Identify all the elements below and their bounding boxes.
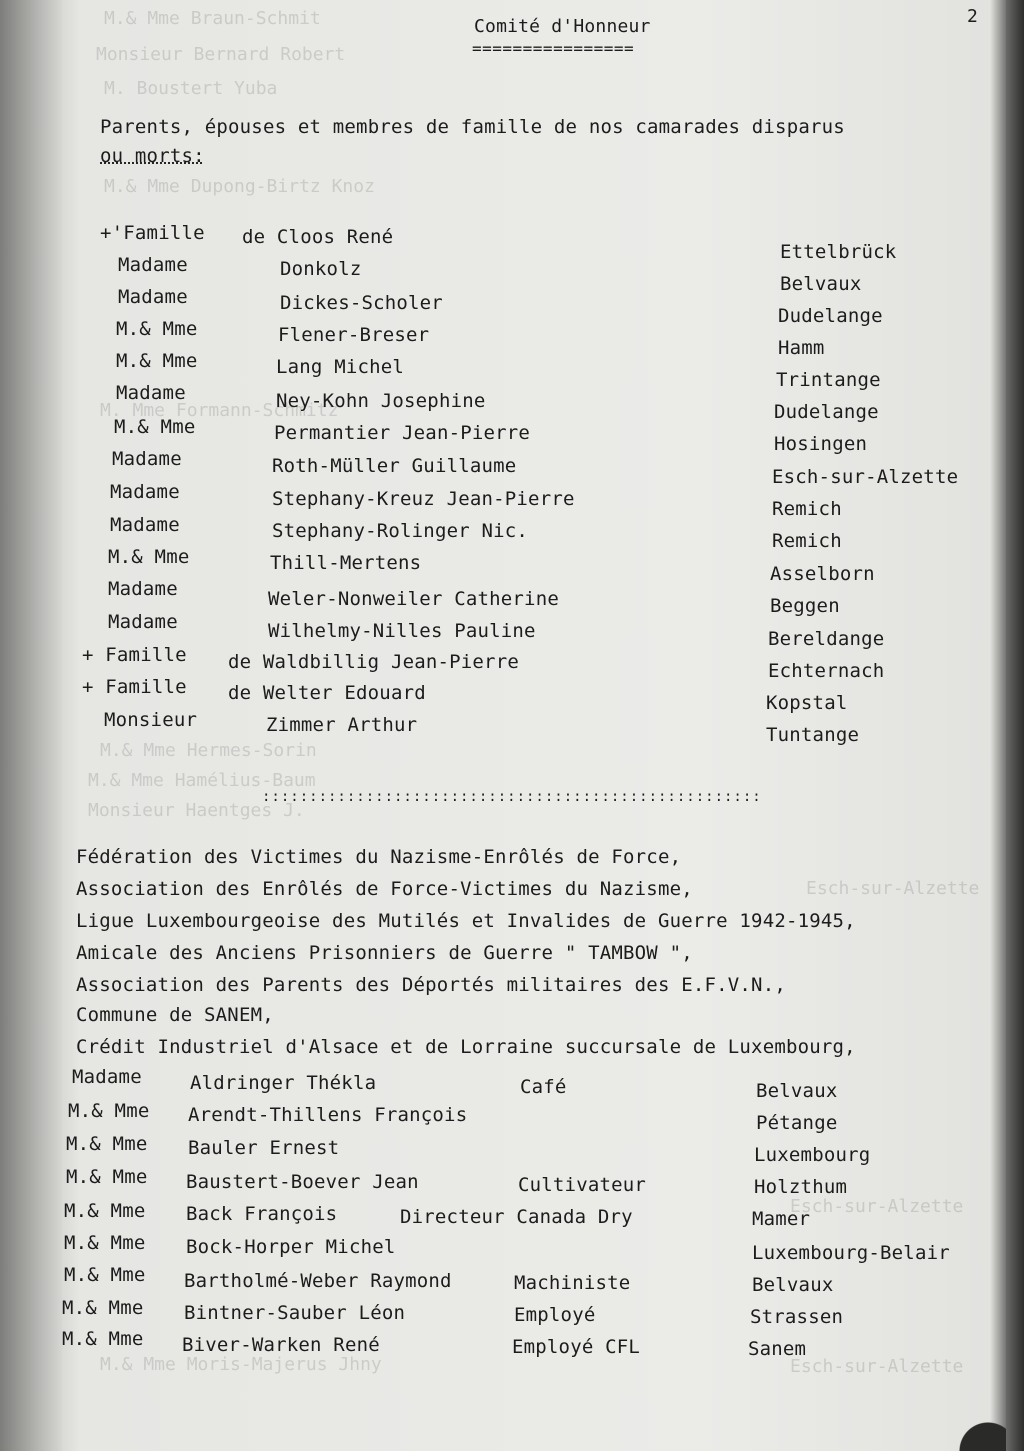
page-title: Comité d'Honneur (474, 16, 651, 37)
member-place: Strassen (750, 1306, 844, 1328)
scan-corner-shadow (946, 1411, 1006, 1451)
entry-place: Dudelange (778, 305, 883, 327)
entry-name: Wilhelmy-Nilles Pauline (268, 620, 536, 642)
entry-name: Lang Michel (276, 356, 405, 378)
member-name: Bartholmé-Weber Raymond (184, 1270, 452, 1292)
member-occupation: Machiniste (514, 1272, 631, 1294)
member-name: Aldringer Thékla (190, 1072, 377, 1094)
member-title: M.& Mme (62, 1297, 144, 1319)
entry-name: Flener-Breser (278, 324, 430, 346)
entry-place: Kopstal (766, 692, 848, 714)
entry-name: Donkolz (280, 258, 362, 280)
scan-right-edge (1006, 0, 1024, 1451)
organization-line: Association des Parents des Déportés militaires des E.F.V.N., (76, 974, 786, 996)
member-title: Madame (72, 1066, 142, 1088)
entry-title: Madame (112, 448, 182, 470)
entry-place: Hosingen (774, 433, 868, 455)
entry-place: Hamm (778, 337, 825, 359)
entry-title: Monsieur (104, 709, 198, 731)
member-name: Biver-Warken René (182, 1334, 380, 1356)
entry-place: Esch-sur-Alzette (772, 466, 959, 488)
member-occupation: Directeur Canada Dry (400, 1206, 633, 1228)
member-name: Bintner-Sauber Léon (184, 1302, 406, 1324)
entry-place: Ettelbrück (780, 241, 897, 263)
entry-name: Weler-Nonweiler Catherine (268, 588, 559, 610)
intro-line-2: ou morts: (100, 145, 205, 167)
entry-name: Ney-Kohn Josephine (276, 390, 486, 412)
entry-place: Dudelange (774, 401, 879, 423)
entry-name: Stephany-Rolinger Nic. (272, 520, 529, 542)
member-place: Sanem (748, 1338, 807, 1360)
entry-name: de Waldbillig Jean-Pierre (228, 651, 519, 673)
organization-line: Amicale des Anciens Prisonniers de Guerre " TAMBOW ", (76, 942, 693, 964)
entry-place: Bereldange (768, 628, 885, 650)
scan-left-margin (0, 0, 62, 1451)
member-occupation: Cultivateur (518, 1174, 647, 1196)
entry-place: Asselborn (770, 563, 875, 585)
member-place: Mamer (752, 1208, 811, 1230)
member-title: M.& Mme (64, 1264, 146, 1286)
member-name: Baustert-Boever Jean (186, 1171, 419, 1193)
member-occupation: Café (520, 1076, 567, 1098)
organization-line: Association des Enrôlés de Force-Victimes du Nazisme, (76, 878, 693, 900)
entry-title: + Famille (82, 676, 187, 698)
page-number: 2 (967, 6, 979, 27)
entry-name: Stephany-Kreuz Jean-Pierre (272, 488, 575, 510)
document-page: M.& Mme Braun-Schmit Monsieur Bernard Robert M. Boustert Yuba M.& Mme Dupong-Birtz Knoz M. Mme Formann-Schmitz M.& Mme Hermes-Sorin M.& Mme Hamélius-Baum Monsieur Haentges J. Esch-sur-Alzette Esch-sur-Alzette M.& Mme Moris-Majerus Jhny Esch-sur-Alzette Comité d'Honneur ================ 2 Parents, épouses et membres de famille de nos camarades disparus ou morts: +'Famille de Cloos René Ettelbrück Madame Donkolz Belvaux Madame Dickes-Scholer Dudelange M.& Mme Flener-Breser Hamm M.& Mme Lang Michel Trintange Madame Ney-Kohn Josephine Dudelange M.& Mme Permantier Jean-Pierre Hosingen Madame Roth-Müller Guillaume Esch-sur-Alzette Madame Stephany-Kreuz Jean-Pierre Remich Madame Stephany-Rolinger Nic. Remich M.& Mme Thill-Mertens Asselborn Madame Weler-Nonweiler Catherine Beggen Madame Wilhelmy-Nilles Pauline Bereldange + Famille de Waldbillig Jean-Pierre Echternach + Famille de Welter Edouard Kopstal Monsieur Zimmer Arthur Tuntange ::::::::::::::::::::::::::::::::::::::::::::::::::::: Fédération des Victimes du Nazisme-Enrôlés de Force, Association des Enrôlés de Force-Victimes du Nazisme, Ligue Luxembourgeoise des Mutilés et Invalides de Guerre 1942-1945, Amicale des Anciens Prisonniers de Guerre " TAMBOW ", Association des Parents des Déportés militaires des E.F.V.N., Commune de SANEM, Crédit Industriel d'Alsace et de Lorraine succursale de Luxembourg, Madame Aldringer Thékla Café Belvaux M.& Mme Arendt-Thillens François Pétange M.& Mme Bauler Ernest Luxembourg M.& Mme Baustert-Boever Jean Cultivateur Holzthum M.& Mme Back François Directeur Canada Dry Mamer M.& Mme Bock-Horper Michel Luxembourg-Belair M.& Mme Bartholmé-Weber Raymond Machiniste Belvaux M.& Mme Bintner-Sauber Léon Employé Strassen M.& Mme Biver-Warken René Employé CFL Sanem (0, 0, 1024, 1451)
entry-title: Madame (110, 514, 180, 536)
entry-place: Belvaux (780, 273, 862, 295)
organization-line: Commune de SANEM, (76, 1004, 274, 1026)
entry-place: Beggen (770, 595, 840, 617)
entry-name: de Cloos René (242, 226, 394, 248)
member-name: Bock-Horper Michel (186, 1236, 396, 1258)
entry-title: M.& Mme (108, 546, 190, 568)
entry-title: Madame (108, 611, 178, 633)
organization-line: Ligue Luxembourgeoise des Mutilés et Invalides de Guerre 1942-1945, (76, 910, 856, 932)
member-occupation: Employé (514, 1304, 596, 1326)
entry-title: M.& Mme (114, 416, 196, 438)
entry-place: Tuntange (766, 724, 860, 746)
title-underline: ================ (472, 39, 635, 58)
entry-place: Remich (772, 530, 842, 552)
member-place: Luxembourg (754, 1144, 871, 1166)
entry-name: Roth-Müller Guillaume (272, 455, 517, 477)
member-occupation: Employé CFL (512, 1336, 641, 1358)
entry-name: Thill-Mertens (270, 552, 422, 574)
entry-name: Dickes-Scholer (280, 292, 443, 314)
member-title: M.& Mme (66, 1166, 148, 1188)
member-place: Belvaux (756, 1080, 838, 1102)
member-title: M.& Mme (66, 1133, 148, 1155)
intro-line-1: Parents, épouses et membres de famille de nos camarades disparus (100, 116, 845, 138)
entry-title: M.& Mme (116, 350, 198, 372)
entry-title: Madame (118, 254, 188, 276)
member-place: Luxembourg-Belair (752, 1242, 950, 1264)
entry-title: Madame (118, 286, 188, 308)
organization-line: Fédération des Victimes du Nazisme-Enrôlés de Force, (76, 846, 682, 868)
entry-title: Madame (116, 382, 186, 404)
member-place: Belvaux (752, 1274, 834, 1296)
entry-title: M.& Mme (116, 318, 198, 340)
member-name: Bauler Ernest (188, 1137, 340, 1159)
member-title: M.& Mme (64, 1200, 146, 1222)
entry-place: Remich (772, 498, 842, 520)
member-name: Back François (186, 1203, 338, 1225)
member-name: Arendt-Thillens François (188, 1104, 468, 1126)
entry-title: Madame (110, 481, 180, 503)
entry-title: + Famille (82, 644, 187, 666)
entry-name: Zimmer Arthur (266, 714, 418, 736)
member-place: Pétange (756, 1112, 838, 1134)
entry-place: Echternach (768, 660, 885, 682)
entry-title: +'Famille (100, 222, 205, 244)
entry-name: de Welter Edouard (228, 682, 426, 704)
member-title: M.& Mme (64, 1232, 146, 1254)
member-title: M.& Mme (68, 1100, 150, 1122)
entry-name: Permantier Jean-Pierre (274, 422, 531, 444)
section-separator: ::::::::::::::::::::::::::::::::::::::::::::::::::::: (262, 789, 762, 805)
member-place: Holzthum (754, 1176, 848, 1198)
organization-line: Crédit Industriel d'Alsace et de Lorraine succursale de Luxembourg, (76, 1036, 856, 1058)
entry-place: Trintange (776, 369, 881, 391)
member-title: M.& Mme (62, 1328, 144, 1350)
entry-title: Madame (108, 578, 178, 600)
